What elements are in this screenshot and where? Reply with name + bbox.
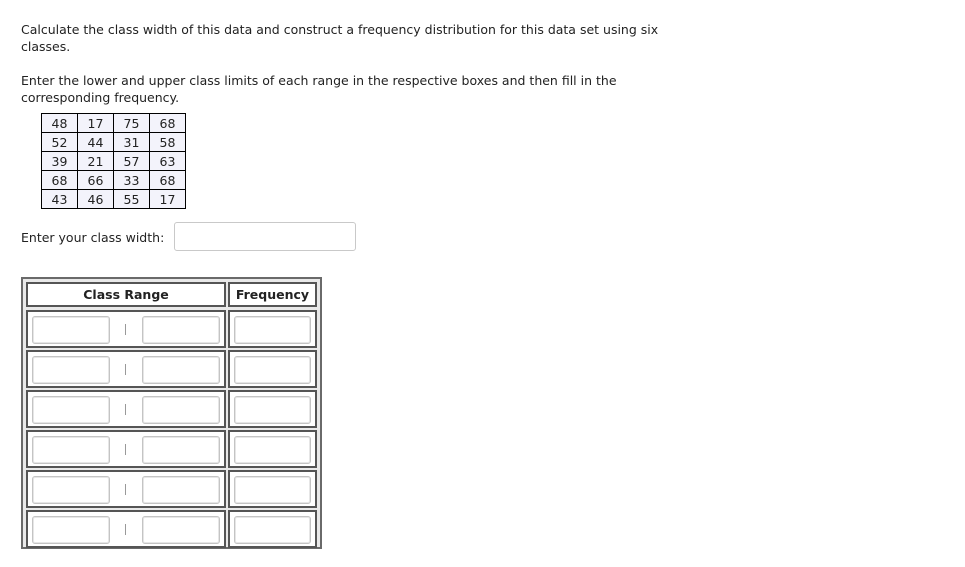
frequency-header: Frequency — [228, 282, 317, 307]
range-separator — [125, 444, 126, 455]
data-row — [42, 171, 186, 190]
range-separator — [125, 524, 126, 535]
data-table — [41, 113, 186, 209]
frequency-input[interactable] — [234, 436, 311, 464]
data-cell: 31 — [114, 133, 150, 152]
class-range-header: Class Range — [26, 282, 226, 307]
data-cell: 21 — [78, 152, 114, 171]
data-cell: 46 — [78, 190, 114, 209]
upper-limit-input[interactable] — [142, 356, 220, 384]
data-cell: 17 — [78, 114, 114, 133]
upper-limit-input[interactable] — [142, 476, 220, 504]
data-cell: 68 — [42, 171, 78, 190]
class-width-input[interactable] — [174, 222, 356, 251]
data-row — [42, 190, 186, 209]
upper-limit-input[interactable] — [142, 516, 220, 544]
lower-limit-input[interactable] — [32, 436, 110, 464]
data-cell: 68 — [150, 171, 186, 190]
range-separator — [125, 364, 126, 375]
frequency-input[interactable] — [234, 356, 311, 384]
upper-limit-input[interactable] — [142, 316, 220, 344]
class-width-label: Enter your class width: — [21, 230, 165, 245]
class-range-cell — [26, 350, 226, 388]
class-range-cell — [26, 390, 226, 428]
upper-limit-input[interactable] — [142, 396, 220, 424]
data-row — [42, 133, 186, 152]
lower-limit-input[interactable] — [32, 476, 110, 504]
lower-limit-input[interactable] — [32, 396, 110, 424]
class-range-cell — [26, 310, 226, 348]
range-separator — [125, 484, 126, 495]
lower-limit-input[interactable] — [32, 316, 110, 344]
frequency-input[interactable] — [234, 476, 311, 504]
data-cell: 33 — [114, 171, 150, 190]
frequency-cell — [228, 310, 317, 348]
frequency-cell — [228, 470, 317, 508]
data-cell: 48 — [42, 114, 78, 133]
class-range-cell — [26, 470, 226, 508]
data-row — [42, 114, 186, 133]
data-row — [42, 152, 186, 171]
class-range-cell — [26, 430, 226, 468]
lower-limit-input[interactable] — [32, 356, 110, 384]
frequency-input[interactable] — [234, 516, 311, 544]
data-cell: 17 — [150, 190, 186, 209]
data-cell: 39 — [42, 152, 78, 171]
frequency-cell — [228, 510, 317, 548]
class-range-cell — [26, 510, 226, 548]
upper-limit-input[interactable] — [142, 436, 220, 464]
data-cell: 57 — [114, 152, 150, 171]
data-cell: 66 — [78, 171, 114, 190]
frequency-input[interactable] — [234, 396, 311, 424]
frequency-cell — [228, 430, 317, 468]
data-cell: 44 — [78, 133, 114, 152]
data-cell: 52 — [42, 133, 78, 152]
data-cell: 68 — [150, 114, 186, 133]
frequency-input[interactable] — [234, 316, 311, 344]
frequency-cell — [228, 350, 317, 388]
instruction-text-limits: Enter the lower and upper class limits of each range in the respective boxes and then fill in the corresponding frequency. — [21, 73, 617, 105]
data-cell: 58 — [150, 133, 186, 152]
data-cell: 43 — [42, 190, 78, 209]
data-cell: 63 — [150, 152, 186, 171]
frequency-cell — [228, 390, 317, 428]
data-cell: 75 — [114, 114, 150, 133]
range-separator — [125, 404, 126, 415]
instruction-text: Calculate the class width of this data and construct a frequency distribution for this data set using six classes. — [21, 22, 659, 54]
lower-limit-input[interactable] — [32, 516, 110, 544]
frequency-distribution-table — [21, 277, 322, 549]
range-separator — [125, 324, 126, 335]
data-cell: 55 — [114, 190, 150, 209]
